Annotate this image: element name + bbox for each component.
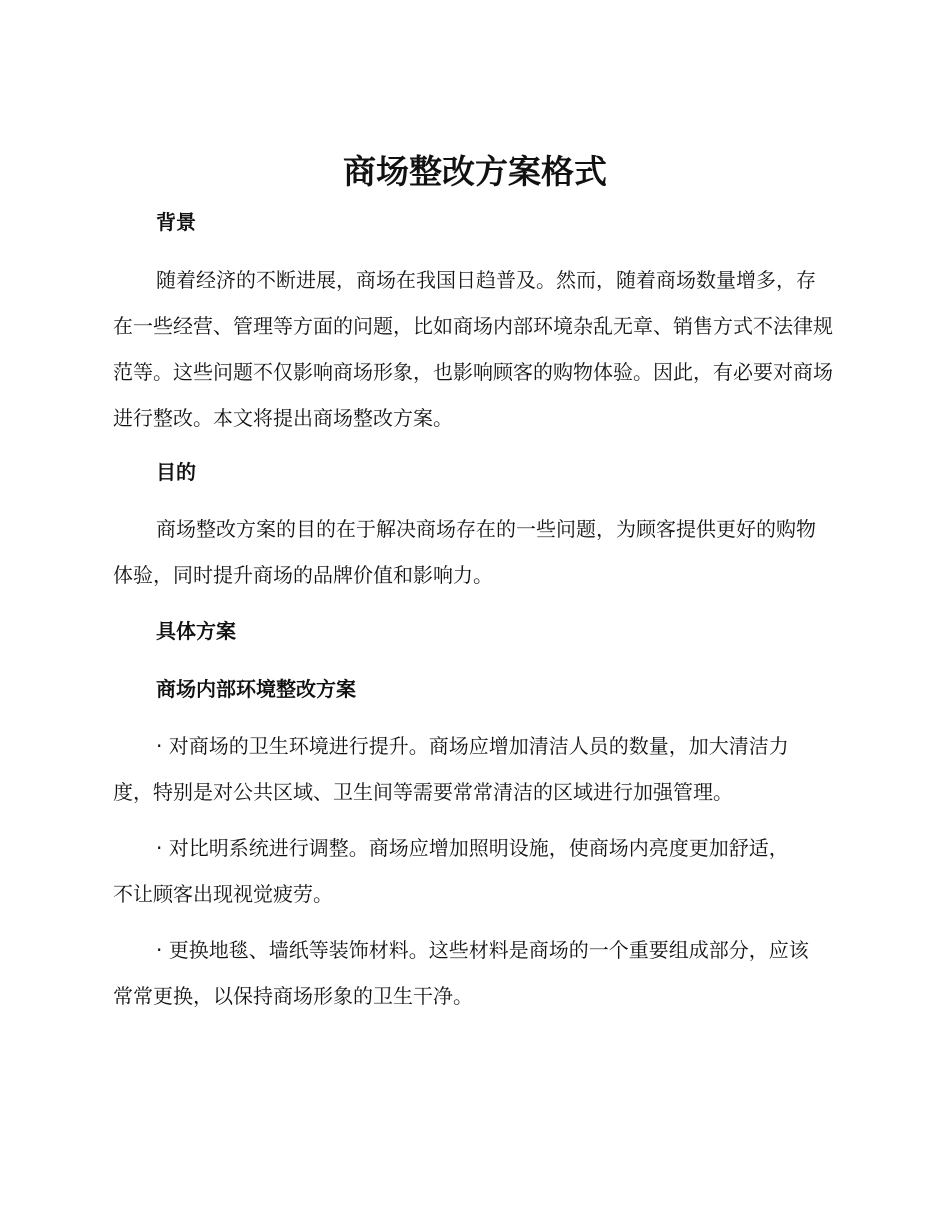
- bullet-item: · 对商场的卫生环境进行提升。商场应增加清洁人员的数量，加大清洁力度，特别是对公共区域、卫生间等需要常常清洁的区域进行加强管理。: [113, 734, 789, 804]
- section-heading-plan: 具体方案: [156, 619, 236, 643]
- section-heading-background: 背景: [156, 210, 196, 234]
- purpose-paragraph: 商场整改方案的目的在于解决商场存在的一些问题，为顾客提供更好的购物体验，同时提升商场的品牌价值和影响力。: [113, 517, 816, 587]
- document-title: 商场整改方案格式: [343, 152, 607, 191]
- section-heading-purpose: 目的: [156, 460, 196, 484]
- subsection-heading-environment: 商场内部环境整改方案: [156, 677, 356, 701]
- bullet-item: · 对比明系统进行调整。商场应增加照明设施，使商场内亮度更加舒适，不让顾客出现视觉疲劳。: [113, 836, 789, 906]
- background-paragraph: 随着经济的不断进展，商场在我国日趋普及。然而，随着商场数量增多，存在一些经营、管理等方面的问题，比如商场内部环境杂乱无章、销售方式不法律规范等。这些问题不仅影响商场形象，也影响顾客的购物体验。因此，有必要对商场进行整改。本文将提出商场整改方案。: [113, 268, 833, 430]
- bullet-item: · 更换地毯、墙纸等装饰材料。这些材料是商场的一个重要组成部分，应该常常更换，以保持商场形象的卫生干净。: [113, 938, 809, 1008]
